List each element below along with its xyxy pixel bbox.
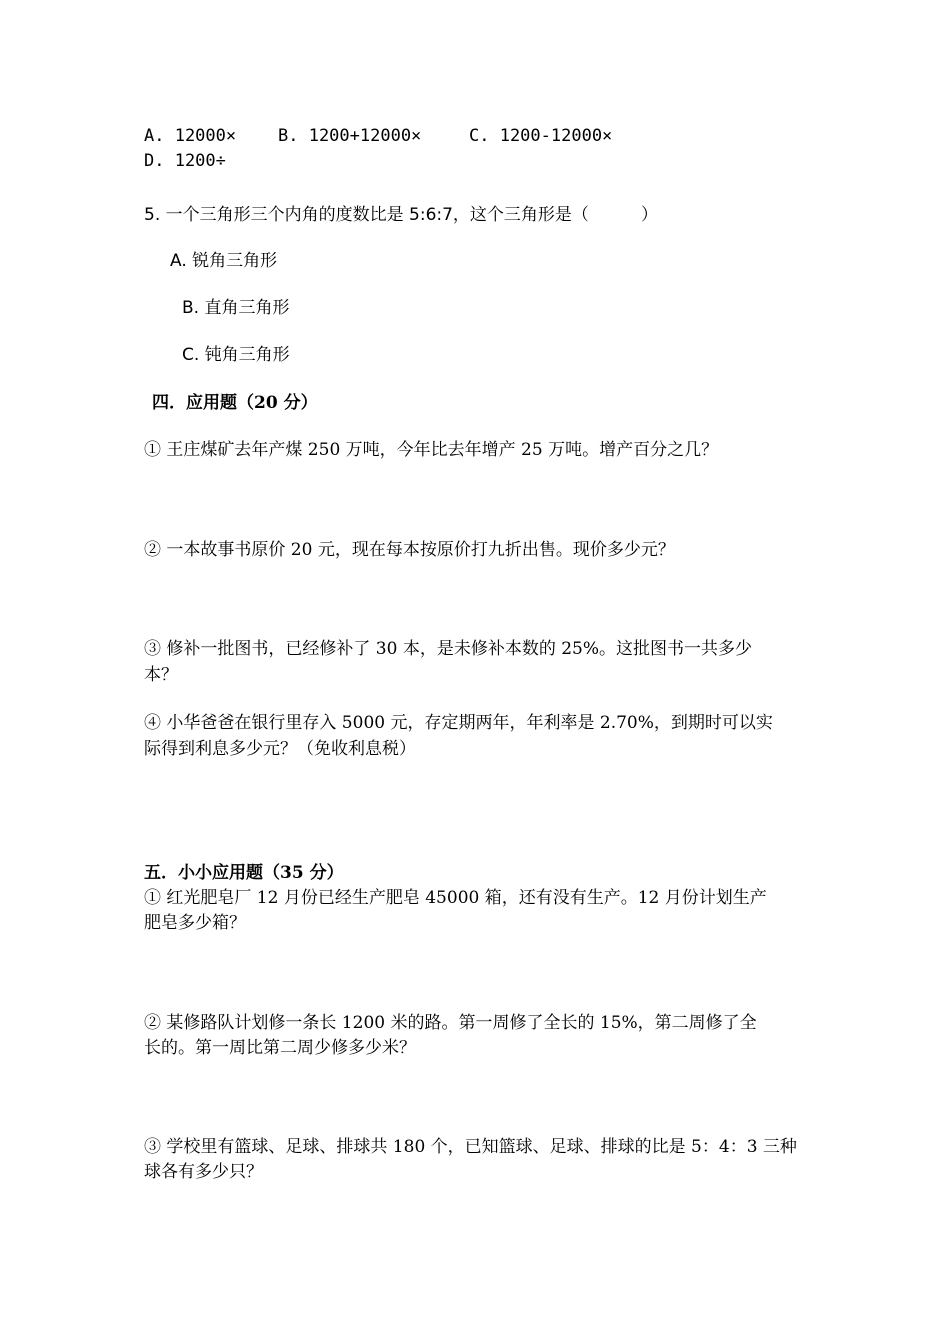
problem-5-1-line1: ① 红光肥皂厂 12 月份已经生产肥皂 45000 箱，还有没有生产。12 月份计划生产 (144, 888, 767, 908)
problem-4-2: ② 一本故事书原价 20 元，现在每本按原价打九折出售。现价多少元？ (144, 540, 675, 560)
section-5-title: 五．小小应用题（35 分） (144, 863, 344, 883)
option-c: C. 1200-12000× (469, 126, 613, 146)
problem-5-2-line1: ② 某修路队计划修一条长 1200 米的路。第一周修了全长的 15%，第二周修了全 (144, 1013, 757, 1033)
section-4-title: 四．应用题（20 分） (152, 393, 318, 413)
problem-5-2-line2: 长的。第一周比第二周少修多少米？ (144, 1038, 416, 1058)
problem-4-3-line1: ③ 修补一批图书，已经修补了 30 本，是未修补本数的 25%。这批图书一共多少 (144, 639, 753, 659)
problem-4-4-line2: 际得到利息多少元？（免收利息税） (144, 739, 416, 759)
option-b: B. 1200+12000× (278, 126, 422, 146)
option-a: A. 12000× (144, 126, 237, 146)
problem-5-3-line1: ③ 学校里有篮球、足球、排球共 180 个，已知篮球、足球、排球的比是 5：4：3 三种 (144, 1137, 797, 1157)
question-5-option-c: C. 钝角三角形 (182, 345, 290, 365)
question-5-option-a: A. 锐角三角形 (170, 251, 278, 271)
problem-4-3-line2: 本？ (144, 665, 178, 685)
question-5-text: 5. 一个三角形三个内角的度数比是 5:6:7，这个三角形是（ (144, 205, 589, 225)
problem-4-4-line1: ④ 小华爸爸在银行里存入 5000 元，存定期两年，年利率是 2.70%，到期时可以实 (144, 713, 773, 733)
question-5-close: ） (640, 205, 658, 225)
option-d: D. 1200÷ (144, 151, 226, 171)
problem-4-1: ① 王庄煤矿去年产煤 250 万吨，今年比去年增产 25 万吨。增产百分之几？ (144, 440, 719, 460)
problem-5-3-line2: 球各有多少只？ (144, 1162, 263, 1182)
problem-5-1-line2: 肥皂多少箱？ (144, 913, 246, 933)
question-5-stem (144, 200, 658, 225)
question-5-option-b: B. 直角三角形 (182, 298, 290, 318)
